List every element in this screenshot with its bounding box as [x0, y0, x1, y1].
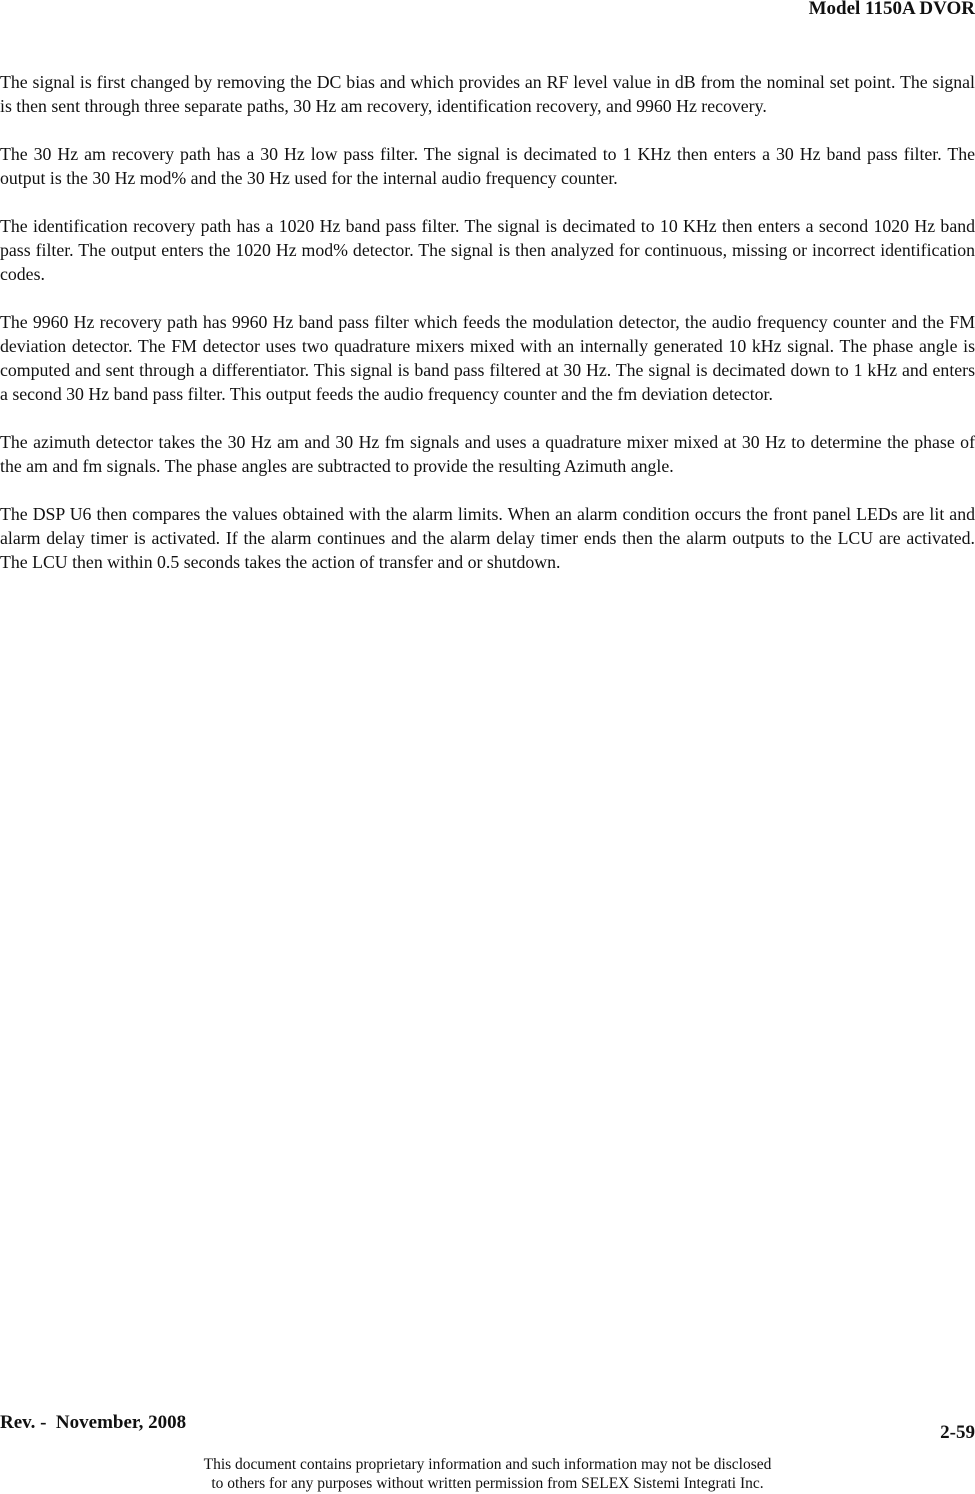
- paragraph-azimuth-detector: The azimuth detector takes the 30 Hz am and 30 Hz fm signals and uses a quadrature mixer mixed at 30 Hz to determine the phase of the am and fm signals. The phase angles are subtracted to provide the resulting Azimuth angle.: [0, 432, 975, 476]
- paragraph-alarm-handling: The DSP U6 then compares the values obtained with the alarm limits. When an alarm condition occurs the front panel LEDs are lit and alarm delay timer is activated. If the alarm continues and the alarm delay timer ends then the alarm outputs to the LCU are activated. The LCU then within 0.5 seconds takes the action of transfer and or shutdown.: [0, 504, 975, 572]
- document-body: [0, 70, 975, 598]
- page-number: 2-59: [940, 1422, 975, 1443]
- paragraph-signal-conditioning: The signal is first changed by removing the DC bias and which provides an RF level value in dB from the nominal set point. The signal is then sent through three separate paths, 30 Hz am recovery, identification recovery, and 9960 Hz recovery.: [0, 72, 975, 116]
- proprietary-notice: [0, 1455, 975, 1493]
- paragraph-30hz-am-recovery: The 30 Hz am recovery path has a 30 Hz low pass filter. The signal is decimated to 1 KHz then enters a 30 Hz band pass filter. The output is the 30 Hz mod% and the 30 Hz used for the internal audio frequency counter.: [0, 144, 975, 188]
- proprietary-notice-line-2: to others for any purposes without written permission from SELEX Sistemi Integrati Inc.: [211, 1475, 764, 1492]
- proprietary-notice-line-1: This document contains proprietary information and such information may not be disclosed: [203, 1456, 772, 1473]
- document-model-header: Model 1150A DVOR: [808, 0, 975, 19]
- paragraph-identification-recovery: The identification recovery path has a 1020 Hz band pass filter. The signal is decimated to 10 KHz then enters a second 1020 Hz band pass filter. The output enters the 1020 Hz mod% detector. The signal is then analyzed for continuous, missing or incorrect identification codes.: [0, 216, 975, 284]
- revision-date: Rev. - November, 2008: [0, 1412, 187, 1433]
- paragraph-9960hz-recovery: The 9960 Hz recovery path has 9960 Hz band pass filter which feeds the modulation detector, the audio frequency counter and the FM deviation detector. The FM detector uses two quadrature mixers mixed with an internally generated 10 kHz signal. The phase angle is computed and sent through a differentiator. This signal is band pass filtered at 30 Hz. The signal is decimated down to 1 kHz and enters a second 30 Hz band pass filter. This output feeds the audio frequency counter and the fm deviation detector.: [0, 312, 975, 404]
